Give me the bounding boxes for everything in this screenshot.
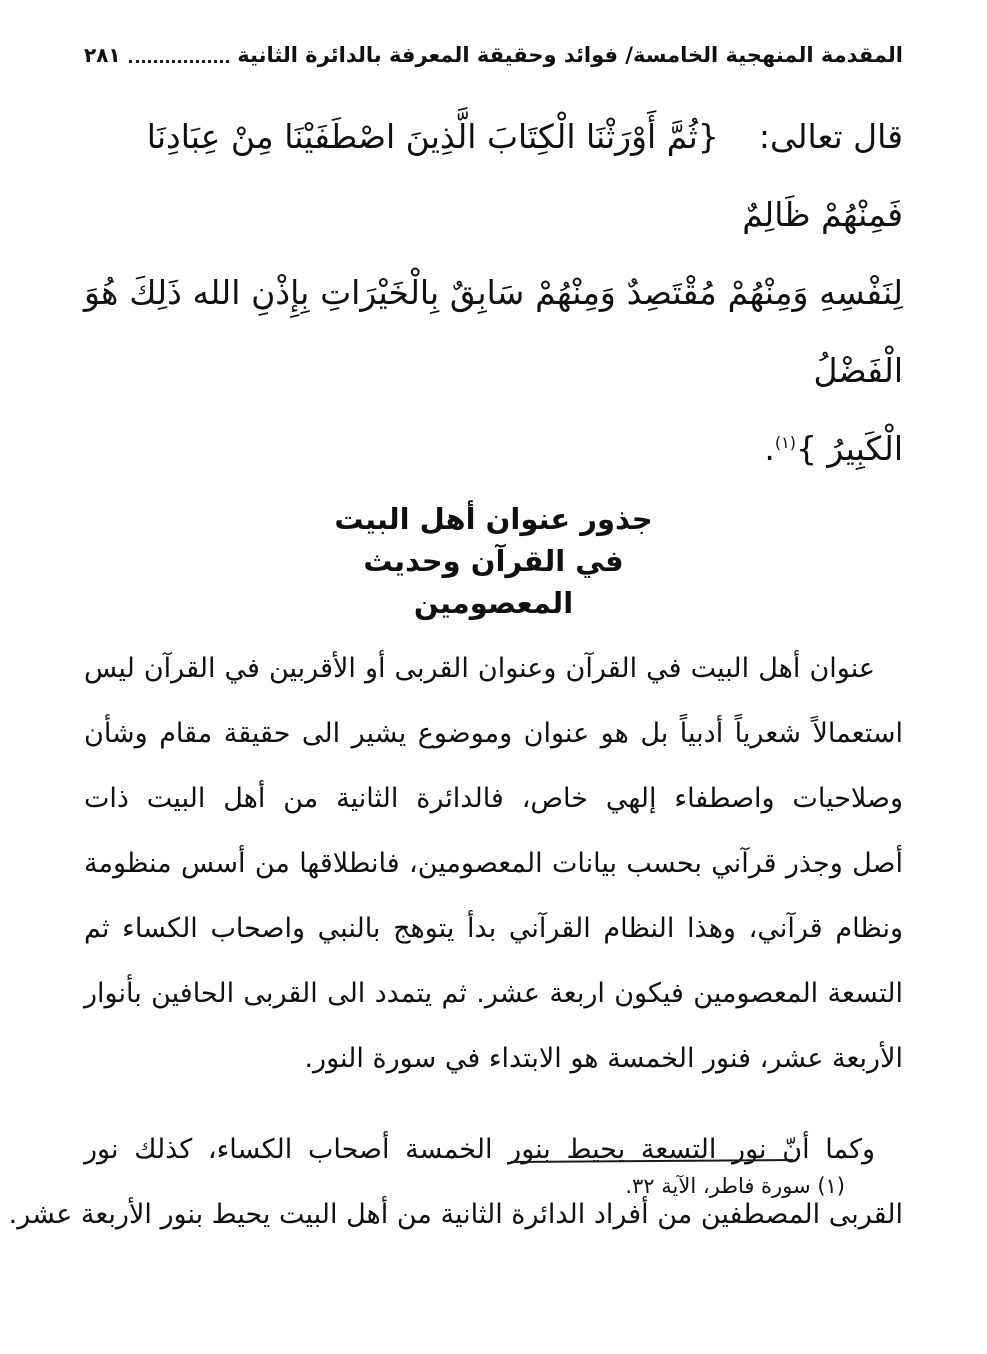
verse-line-3-period: . [764,429,775,469]
paragraph-line: التسعة المعصومين فيكون اربعة عشر. ثم يتمدد الى القربى الحافين بأنوار [84,978,903,1010]
paragraph-line: ونظام قرآني، وهذا النظام القرآني بدأ يتوهج بالنبي واصحاب الكساء ثم [84,913,903,945]
header-title: المقدمة المنهجية الخامسة/ فوائد وحقيقة المعرفة بالدائرة الثانية [237,43,903,67]
verse-line-3 [84,410,903,488]
running-header [84,0,903,68]
header-dotted-leader [129,60,230,63]
footnote-block [84,1160,903,1198]
heading-line-3: المعصومين [413,586,574,621]
section-heading [84,498,903,624]
footnote-text: (١) سورة فاطر، الآية ٣٢. [625,1174,845,1198]
verse-line-1 [84,98,903,254]
paragraph-line: وصلاحيات واصطفاء إلهي خاص، فالدائرة الثانية من أهل البيت ذات [84,783,903,815]
verse-footnote-marker: (١) [774,433,796,453]
paragraph-line: عنوان أهل البيت في القرآن وعنوان القربى أو الأقربين في القرآن ليس [84,653,875,685]
verse-line-2: لِنَفْسِهِ وَمِنْهُمْ مُقْتَصِدٌ وَمِنْهُمْ سَابِقٌ بِالْخَيْرَاتِ بِإِذْنِ الله ذَلِكَ هُوَ الْفَضْلُ [84,273,903,391]
paragraph-line: القربى المصطفين من أفراد الدائرة الثانية من أهل البيت يحيط بنور الأربعة عشر. [8,1199,903,1231]
body-paragraph-1 [84,636,903,1091]
body-text [8,636,903,1247]
header-page-number: ٢٨١ [84,43,121,68]
verse-line-1-text: {ثُمَّ أَوْرَثْنَا الْكِتَابَ الَّذِينَ اصْطَفَيْنَا مِنْ عِبَادِنَا فَمِنْهُمْ ظَالِمٌ [146,117,903,235]
paragraph-line: استعمالاً شعرياً أدبياً بل هو عنوان وموضوع يشير الى حقيقة مقام وشأن [84,718,903,750]
footnote-separator-rule [511,1159,793,1163]
quran-verse-block [84,98,903,488]
heading-line-1: جذور عنوان أهل البيت [334,502,653,537]
paragraph-line: أصل وجذر قرآني بحسب بيانات المعصومين، فانطلاقها من أسس منظومة [84,848,903,880]
verse-line-3-word: الْكَبِيرُ } [795,429,903,469]
paragraph-line: وكما أنّ نور التسعة يحيط بنور الخمسة أصحاب الكساء، كذلك نور [84,1134,875,1166]
heading-line-2: في القرآن وحديث [363,544,624,579]
paragraph-line: الأربعة عشر، فنور الخمسة هو الابتداء في سورة النور. [304,1043,903,1075]
verse-intro: قال تعالى: [758,117,903,157]
